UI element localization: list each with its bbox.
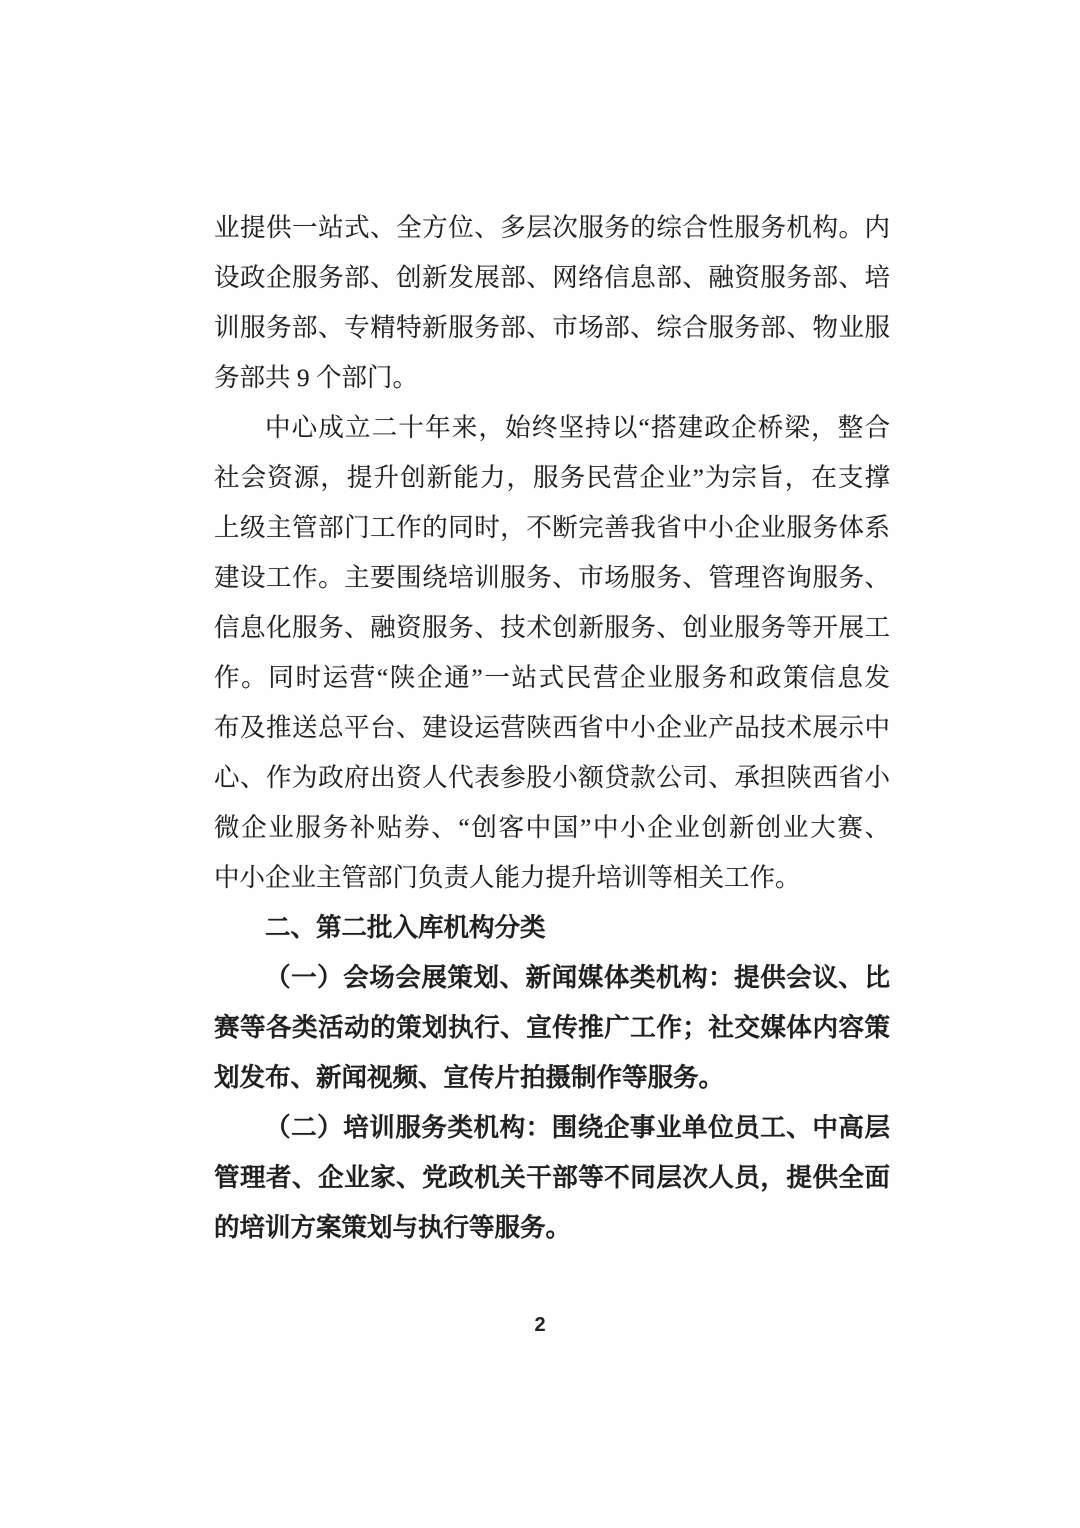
section-heading: 二、第二批入库机构分类 — [265, 914, 546, 942]
text-line: 设政企服务部、创新发展部、网络信息部、融资服务部、培 — [214, 263, 890, 292]
text-line: 布及推送总平台、建设运营陕西省中小企业产品技术展示中 — [214, 713, 890, 742]
text-line: 社会资源，提升创新能力，服务民营企业”为宗旨，在支撑 — [214, 463, 890, 492]
text-line: （一）会场会展策划、新闻媒体类机构：提供会议、比 — [265, 963, 890, 992]
text-line: 建设工作。主要围绕培训服务、市场服务、管理咨询服务、 — [214, 563, 890, 592]
text-line: 中心成立二十年来，始终坚持以“搭建政企桥梁，整合 — [265, 413, 890, 442]
text-line: 上级主管部门工作的同时，不断完善我省中小企业服务体系 — [214, 513, 890, 542]
text-line: 微企业服务补贴券、“创客中国”中小企业创新创业大赛、 — [214, 813, 890, 842]
item-2-paragraph — [214, 1103, 890, 1253]
document-body — [214, 203, 890, 1253]
text-line: 的培训方案策划与执行等服务。 — [214, 1213, 572, 1242]
item-1-paragraph — [214, 953, 890, 1103]
page-number: 2 — [534, 1314, 546, 1336]
text-line: 划发布、新闻视频、宣传片拍摄制作等服务。 — [214, 1063, 725, 1092]
intro-paragraph — [214, 203, 890, 403]
text-line: 信息化服务、融资服务、技术创新服务、创业服务等开展工 — [214, 613, 890, 642]
text-line: 中小企业主管部门负责人能力提升培训等相关工作。 — [214, 863, 801, 892]
text-line: （二）培训服务类机构：围绕企事业单位员工、中高层 — [265, 1113, 890, 1142]
center-history-paragraph — [214, 403, 890, 903]
text-line: 心、作为政府出资人代表参股小额贷款公司、承担陕西省小 — [214, 763, 890, 792]
text-line: 赛等各类活动的策划执行、宣传推广工作；社交媒体内容策 — [214, 1013, 890, 1042]
text-line: 作。同时运营“陕企通”一站式民营企业服务和政策信息发 — [214, 663, 890, 692]
text-line: 训服务部、专精特新服务部、市场部、综合服务部、物业服 — [214, 313, 890, 342]
text-line: 业提供一站式、全方位、多层次服务的综合性服务机构。内 — [214, 213, 890, 242]
text-line: 管理者、企业家、党政机关干部等不同层次人员，提供全面 — [214, 1163, 890, 1192]
text-line: 务部共 9 个部门。 — [214, 363, 419, 392]
